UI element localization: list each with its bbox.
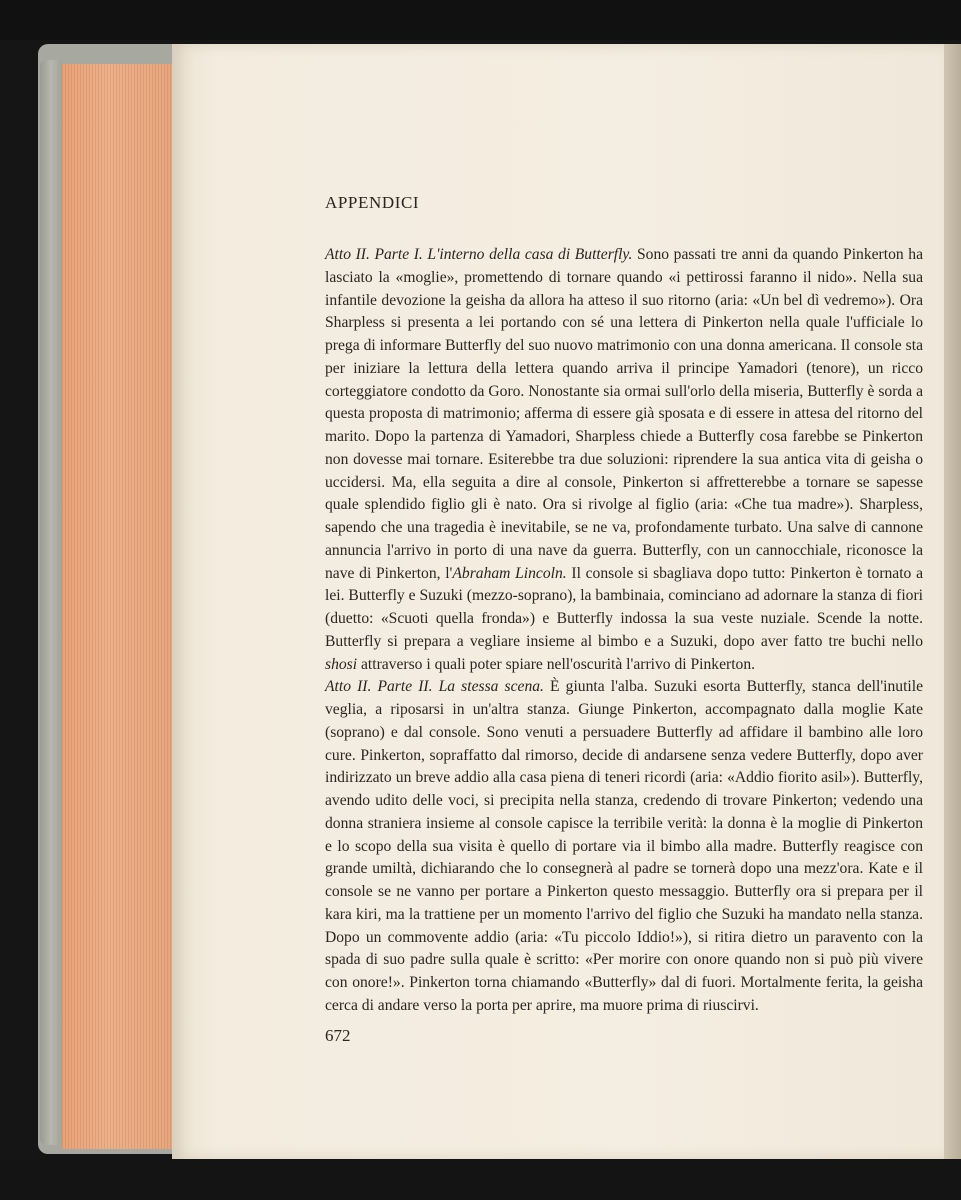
paragraph-text: Il console si sbagliava dopo tutto: Pinkerton è tornato a lei. Butterfly e Suzuki (mezzo-soprano), la bambinaia, cominciano ad adornare la stanza di fiori (duetto: «Scuoti quella fronda») e Butterfly indossa la sua veste nuziale. Scende la notte. Butterfly si prepara a vegliare insieme al bimbo e a Suzuki, dopo aver fatto tre buchi nello [325, 564, 923, 650]
shosi-word: shosi [325, 655, 358, 673]
paragraph-act2-part2 [325, 676, 923, 1017]
page-right-edge [944, 44, 961, 1159]
page-body [325, 244, 923, 1018]
page-number: 672 [325, 1026, 351, 1045]
paragraph-text: attraverso i quali poter spiare nell'oscurità l'arrivo di Pinkerton. [357, 655, 756, 673]
ship-name: Abraham Lincoln. [452, 564, 567, 582]
paragraph-act2-part1 [325, 244, 923, 676]
paragraph-heading: Atto II. Parte II. La stessa scena. [325, 678, 544, 696]
paragraph-text: È giunta l'alba. Suzuki esorta Butterfly, stanca dell'inutile veglia, a riposarsi in un'altra stanza. Giunge Pinkerton, accompagnato dalla moglie Kate (soprano) e dal console. Sono venuti a persuadere Butterfly ad affidare il bambino alle loro cure. Pinkerton, sopraffatto dal rimorso, decide di andarsene senza vedere Butterfly, dopo aver indirizzato un breve addio alla casa piena di teneri ricordi (aria: «Addio fiorito asil»). Butterfly, avendo udito delle voci, si precipita nella stanza, credendo di trovare Pinkerton; vedendo una donna straniera insieme al console capisce la terribile verità: la donna è la moglie di Pinkerton e lo scopo della sua visita è quello di portare via il bimbo alla madre. Butterfly reagisce con grande umiltà, dichiarando che lo consegnerà al padre se tornerà dopo una mezz'ora. Kate e il console se ne vanno per portare a Pinkerton questo messaggio. Butterfly ora si prepara per il kara kiri, ma la trattiene per un momento l'arrivo del figlio che Suzuki ha mandato nella stanza. Dopo un commovente addio (aria: «Tu piccolo Iddio!»), si ritira dietro un paravento con la spada di suo padre sulla quale è scritto: «Per morire con onore quando non si può più vivere con onore!». Pinkerton torna chiamando «Butterfly» dal di fuori. Mortalmente ferita, la geisha cerca di andare verso la porta per aprire, ma muore prima di riuscirvi. [325, 678, 923, 1014]
background-bottom [0, 1159, 961, 1200]
running-head: APPENDICI [325, 193, 420, 212]
background-top [0, 0, 961, 40]
page-edges [62, 64, 176, 1149]
paragraph-text: Sono passati tre anni da quando Pinkerton ha lasciato la «moglie», promettendo di tornare quando «i pettirossi faranno il nido». Nella sua infantile devozione la geisha da allora ha atteso il suo ritorno (aria: «Un bel dì vedremo»). Ora Sharpless si presenta a lei portando con sé una lettera di Pinkerton nella quale l'ufficiale lo prega di informare Butterfly del suo nuovo matrimonio con una donna americana. Il console sta per iniziare la lettura della lettera quando arriva il principe Yamadori (tenore), un ricco corteggiatore condotto da Goro. Nonostante sia ormai sull'orlo della miseria, Butterfly è sorda a questa proposta di matrimonio; afferma di essere già sposata e di essere in attesa del ritorno del marito. Dopo la partenza di Yamadori, Sharpless chiede a Butterfly cosa farebbe se Pinkerton non dovesse mai tornare. Esiterebbe tra due soluzioni: riprendere la sua antica vita di geisha o uccidersi. Ma, ella seguita a dire al console, Pinkerton si affretterebbe a tornare se sapesse quale splendido figlio gli è nato. Ora si rivolge al figlio (aria: «Che tua madre»). Sharpless, sapendo che una tragedia è inevitabile, se ne va, profondamente turbato. Una salve di cannone annuncia l'arrivo in porto di una nave da guerra. Butterfly, con un cannocchiale, riconosce la nave di Pinkerton, l' [325, 246, 923, 582]
paragraph-heading: Atto II. Parte I. L'interno della casa di Butterfly. [325, 246, 633, 263]
book-spine [40, 60, 62, 1145]
